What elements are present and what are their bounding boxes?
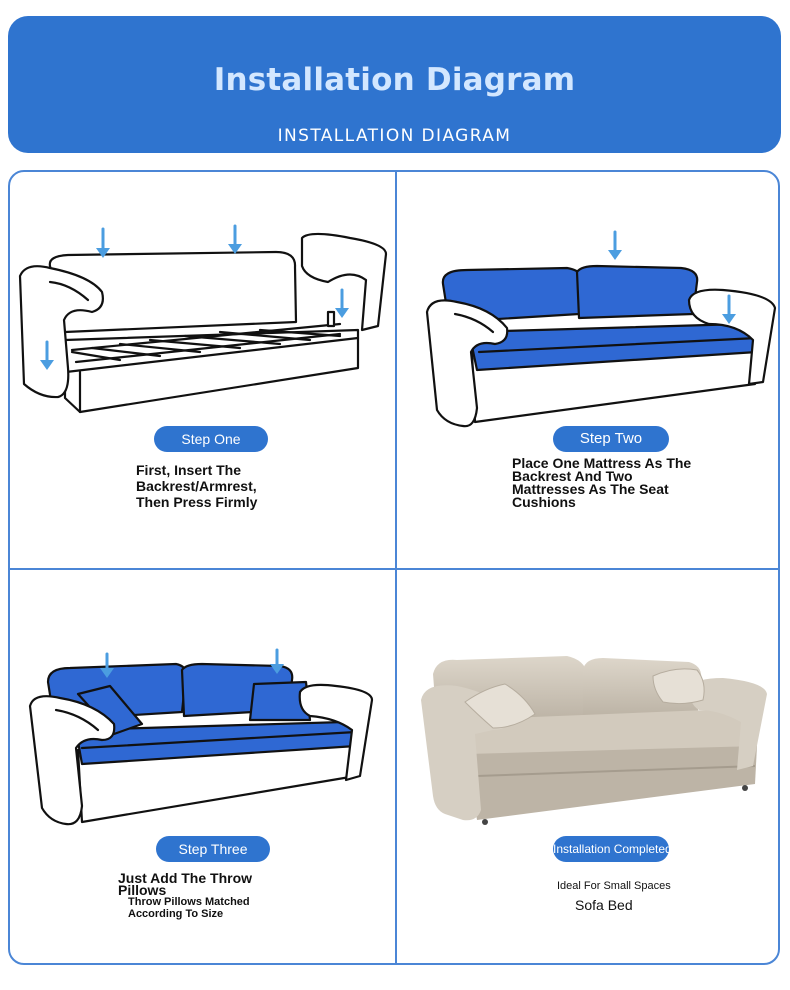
step-two-line: Place One Mattress As The [512, 455, 692, 471]
step-three-note-line: Throw Pillows Matched [128, 896, 250, 908]
step-two-badge: Step Two [553, 426, 669, 452]
step-two-line: Mattresses As The Seat [512, 481, 669, 497]
step-one-badge: Step One [154, 426, 268, 452]
step-three-note-line: According To Size [128, 908, 224, 920]
header-banner [8, 16, 781, 153]
step-one-description [136, 462, 257, 510]
completed-caption: Ideal For Small Spaces [557, 880, 671, 892]
completed-badge: Installation Completed [553, 836, 669, 862]
step-one-line: Then Press Firmly [136, 494, 258, 510]
page-title: Installation Diagram [213, 62, 576, 98]
step-three-line: Pillows [118, 882, 167, 898]
step-two-line: Cushions [512, 494, 576, 510]
step-one-line: Backrest/Armrest, [136, 478, 257, 494]
steps-grid [8, 170, 780, 965]
step-two-description [512, 457, 691, 509]
completed-panel [397, 570, 781, 966]
page-subtitle: INSTALLATION DIAGRAM [277, 126, 512, 146]
step-one-panel [10, 172, 394, 568]
step-three-panel [10, 570, 394, 966]
product-name: Sofa Bed [575, 897, 633, 913]
step-one-line: First, Insert The [136, 462, 242, 478]
step-three-description [118, 872, 252, 896]
step-three-note [128, 896, 250, 920]
step-three-badge: Step Three [156, 836, 270, 862]
step-two-panel [397, 172, 781, 568]
step-three-line: Just Add The Throw [118, 870, 253, 886]
step-two-line: Backrest And Two [512, 468, 633, 484]
